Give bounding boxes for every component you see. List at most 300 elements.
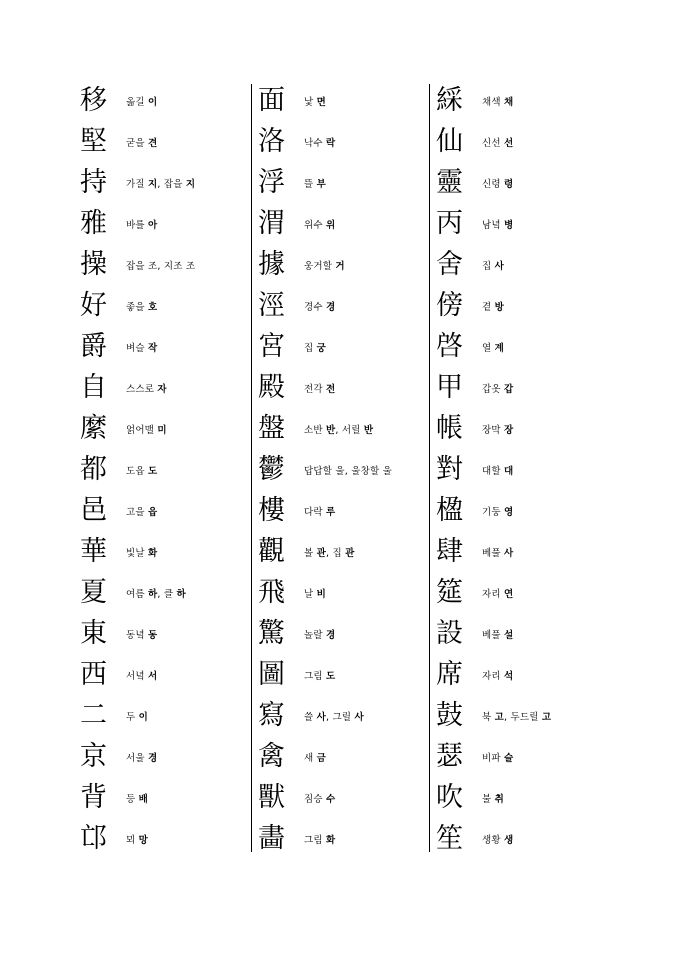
meaning-text: 놀랄 [304, 629, 323, 641]
sound-text: 호 [148, 301, 158, 313]
sound-text: 위 [326, 219, 336, 231]
hanja-gloss: 여름 하, 클 하 [126, 588, 186, 600]
hanja-entry [436, 777, 596, 818]
meaning-text: 낯 [304, 96, 314, 108]
hanja-entry [80, 80, 250, 121]
sound-text: 배 [138, 793, 149, 805]
hanja-entry [258, 326, 428, 367]
hanja-gloss [126, 217, 157, 231]
hanja-character: 對 [436, 454, 463, 485]
hanja-gloss [482, 94, 513, 108]
hanja-gloss [304, 504, 335, 518]
meaning-text: 서릴 [341, 424, 361, 436]
hanja-gloss [482, 832, 513, 846]
hanja-gloss [126, 832, 148, 846]
hanja-character: 甲 [436, 372, 463, 403]
sound-text: 슬 [504, 752, 514, 764]
hanja-gloss [482, 504, 513, 518]
hanja-gloss: 쓸 사, 그릴 사 [304, 711, 364, 723]
hanja-gloss [126, 545, 157, 559]
hanja-entry [258, 613, 428, 654]
sound-text: 견 [148, 137, 158, 149]
sound-text: 읍 [148, 506, 158, 518]
meaning-text: 옮길 [126, 96, 145, 108]
sound-text: 궁 [316, 342, 327, 354]
sound-text: 사 [494, 260, 505, 272]
column-2 [258, 80, 428, 859]
meaning-text: 집 [332, 547, 342, 559]
hanja-gloss [126, 709, 148, 723]
hanja-gloss [126, 340, 157, 354]
hanja-character: 好 [80, 290, 107, 321]
hanja-entry [80, 490, 250, 531]
hanja-gloss [482, 586, 513, 600]
meaning-text: 울창할 [351, 465, 380, 477]
meaning-text: 갑옷 [482, 383, 501, 395]
meaning-text: 도읍 [126, 465, 145, 477]
hanja-gloss [126, 135, 157, 149]
sound-text: 령 [504, 178, 514, 190]
sound-text: 지 [185, 178, 196, 190]
hanja-character: 西 [80, 659, 107, 690]
meaning-text: 경수 [304, 301, 323, 313]
meaning-text: 클 [163, 588, 174, 600]
hanja-gloss [304, 791, 335, 805]
sound-text: 화 [326, 834, 336, 846]
meaning-text: 좋을 [126, 301, 145, 313]
hanja-entry [436, 736, 596, 777]
hanja-character: 設 [436, 618, 463, 649]
sound-text: 사 [354, 711, 364, 723]
sound-text: 면 [316, 96, 327, 108]
meaning-text: 다락 [304, 506, 323, 518]
meaning-text: 굳을 [126, 137, 145, 149]
hanja-character: 移 [80, 85, 107, 116]
meaning-text: 벼슬 [126, 342, 145, 354]
hanja-gloss [482, 627, 513, 641]
hanja-entry [436, 285, 596, 326]
sound-text: 방 [494, 301, 505, 313]
hanja-entry [436, 695, 596, 736]
hanja-character: 綵 [436, 85, 463, 116]
meaning-text: 남녘 [482, 219, 501, 231]
hanja-gloss [126, 791, 148, 805]
hanja-gloss [126, 627, 157, 641]
hanja-entry [258, 777, 428, 818]
hanja-character: 鼓 [436, 700, 463, 731]
hanja-character: 筵 [436, 577, 463, 608]
hanja-entry [80, 654, 250, 695]
sound-text: 사 [316, 711, 327, 723]
hanja-entry [436, 818, 596, 859]
sound-text: 부 [316, 178, 327, 190]
sound-text: 금 [316, 752, 327, 764]
hanja-gloss [126, 299, 157, 313]
hanja-entry [436, 408, 596, 449]
hanja-character: 東 [80, 618, 107, 649]
hanja-character: 渭 [258, 208, 285, 239]
meaning-text: 소반 [304, 424, 323, 436]
hanja-character: 邑 [80, 495, 107, 526]
sound-text: 선 [504, 137, 514, 149]
hanja-character: 爵 [80, 331, 107, 362]
sound-text: 작 [148, 342, 158, 354]
hanja-character: 獸 [258, 782, 285, 813]
hanja-gloss [482, 668, 513, 682]
meaning-text: 비파 [482, 752, 501, 764]
meaning-text: 두드릴 [510, 711, 539, 723]
hanja-character: 舍 [436, 249, 463, 280]
sound-text: 생 [504, 834, 514, 846]
meaning-text: 낙수 [304, 137, 323, 149]
hanja-entry [80, 162, 250, 203]
meaning-text: 서녘 [126, 670, 145, 682]
sound-text: 울 [335, 465, 345, 477]
hanja-character: 傍 [436, 290, 463, 321]
meaning-text: 북 [482, 711, 492, 723]
meaning-text: 자리 [482, 588, 501, 600]
meaning-text: 등 [126, 793, 136, 805]
hanja-character: 仙 [436, 126, 463, 157]
column-divider [429, 84, 430, 852]
sound-text: 전 [326, 383, 336, 395]
meaning-text: 새 [304, 752, 314, 764]
sound-text: 영 [504, 506, 514, 518]
sound-text: 지 [148, 178, 158, 190]
hanja-entry [436, 244, 596, 285]
sound-text: 고 [494, 711, 505, 723]
hanja-entry [258, 203, 428, 244]
hanja-gloss [482, 750, 513, 764]
meaning-text: 기둥 [482, 506, 501, 518]
meaning-text: 스스로 [126, 383, 155, 395]
meaning-text: 채색 [482, 96, 501, 108]
sound-text: 루 [326, 506, 336, 518]
sound-text: 취 [494, 793, 505, 805]
column-divider [251, 84, 252, 852]
sound-text: 고 [541, 711, 552, 723]
hanja-entry [80, 531, 250, 572]
meaning-text: 그릴 [332, 711, 352, 723]
hanja-character: 宮 [258, 331, 285, 362]
hanja-entry [258, 736, 428, 777]
meaning-text: 빛날 [126, 547, 145, 559]
sound-text: 자 [157, 383, 167, 395]
hanja-character: 操 [80, 249, 107, 280]
meaning-text: 잡을 [126, 260, 145, 272]
hanja-character: 飛 [258, 577, 285, 608]
hanja-entry [258, 654, 428, 695]
sound-text: 비 [316, 588, 327, 600]
sound-text: 병 [504, 219, 514, 231]
meaning-text: 위수 [304, 219, 323, 231]
hanja-gloss: 잡을 조, 지조 조 [126, 260, 196, 272]
hanja-gloss [126, 381, 167, 395]
hanja-entry [258, 572, 428, 613]
hanja-entry [258, 449, 428, 490]
sound-text: 하 [176, 588, 186, 600]
hanja-entry [80, 244, 250, 285]
meaning-text: 뜰 [304, 178, 314, 190]
hanja-character: 席 [436, 659, 463, 690]
hanja-entry [80, 367, 250, 408]
sound-text: 사 [504, 547, 514, 559]
meaning-text: 베풀 [482, 547, 501, 559]
hanja-gloss [482, 135, 513, 149]
hanja-character: 二 [80, 700, 107, 731]
hanja-gloss [304, 94, 326, 108]
hanja-gloss [304, 176, 326, 190]
hanja-gloss [126, 750, 157, 764]
sound-text: 서 [148, 670, 158, 682]
meaning-text: 불 [482, 793, 492, 805]
hanja-gloss [304, 340, 326, 354]
hanja-entry [436, 367, 596, 408]
hanja-gloss [126, 422, 167, 436]
hanja-entry [436, 613, 596, 654]
meaning-text: 두 [126, 711, 136, 723]
meaning-text: 얽어맬 [126, 424, 155, 436]
column-3 [436, 80, 596, 859]
hanja-gloss: 가질 지, 잡을 지 [126, 178, 196, 190]
column-1 [80, 80, 250, 859]
meaning-text: 베풀 [482, 629, 501, 641]
sound-text: 조 [185, 260, 196, 272]
hanja-character: 楹 [436, 495, 463, 526]
hanja-gloss [304, 668, 335, 682]
hanja-gloss: 북 고, 두드릴 고 [482, 711, 552, 723]
hanja-character: 啓 [436, 331, 463, 362]
sound-text: 관 [345, 547, 355, 559]
hanja-character: 華 [80, 536, 107, 567]
meaning-text: 열 [482, 342, 492, 354]
hanja-entry [80, 408, 250, 449]
sound-text: 관 [316, 547, 327, 559]
hanja-entry [80, 203, 250, 244]
hanja-entry [436, 121, 596, 162]
hanja-gloss [304, 299, 335, 313]
hanja-entry [436, 654, 596, 695]
hanja-character: 丙 [436, 208, 463, 239]
hanja-entry [436, 572, 596, 613]
hanja-gloss [482, 176, 513, 190]
meaning-text: 집 [482, 260, 492, 272]
hanja-gloss [126, 463, 157, 477]
sound-text: 동 [148, 629, 158, 641]
hanja-character: 樓 [258, 495, 285, 526]
hanja-character: 據 [258, 249, 285, 280]
meaning-text: 곁 [482, 301, 492, 313]
meaning-text: 그림 [304, 834, 323, 846]
hanja-gloss [482, 340, 504, 354]
hanja-entry [80, 121, 250, 162]
sound-text: 거 [335, 260, 345, 272]
hanja-character: 肆 [436, 536, 463, 567]
hanja-entry [436, 162, 596, 203]
meaning-text: 그림 [304, 670, 323, 682]
meaning-text: 잡을 [163, 178, 183, 190]
meaning-text: 쓸 [304, 711, 314, 723]
hanja-entry [80, 695, 250, 736]
hanja-character: 都 [80, 454, 107, 485]
hanja-gloss [304, 258, 345, 272]
hanja-character: 面 [258, 85, 285, 116]
hanja-character: 帳 [436, 413, 463, 444]
meaning-text: 가질 [126, 178, 145, 190]
hanja-gloss [304, 586, 326, 600]
sound-text: 락 [326, 137, 336, 149]
hanja-character: 鬱 [258, 454, 285, 485]
sound-text: 이 [148, 96, 158, 108]
sound-text: 갑 [504, 383, 514, 395]
meaning-text: 신령 [482, 178, 501, 190]
hanja-gloss [126, 504, 157, 518]
hanja-entry [80, 613, 250, 654]
hanja-entry [436, 490, 596, 531]
meaning-text: 바를 [126, 219, 145, 231]
sound-text: 경 [326, 629, 336, 641]
sound-text: 울 [382, 465, 392, 477]
hanja-character: 圖 [258, 659, 285, 690]
sound-text: 수 [326, 793, 336, 805]
hanja-gloss [304, 135, 335, 149]
hanja-gloss [482, 258, 504, 272]
hanja-gloss [482, 463, 513, 477]
sound-text: 하 [148, 588, 158, 600]
meaning-text: 전각 [304, 383, 323, 395]
hanja-entry [436, 80, 596, 121]
hanja-character: 浮 [258, 167, 285, 198]
sound-text: 미 [157, 424, 167, 436]
hanja-entry [80, 777, 250, 818]
sound-text: 망 [138, 834, 149, 846]
sound-text: 대 [504, 465, 514, 477]
meaning-text: 자리 [482, 670, 501, 682]
hanja-character: 持 [80, 167, 107, 198]
hanja-gloss [304, 381, 335, 395]
hanja-entry [258, 121, 428, 162]
hanja-character: 邙 [80, 823, 107, 854]
hanja-character: 自 [80, 372, 107, 403]
hanja-character: 雅 [80, 208, 107, 239]
meaning-text: 답답할 [304, 465, 333, 477]
sound-text: 아 [148, 219, 158, 231]
sound-text: 이 [138, 711, 149, 723]
hanja-character: 縻 [80, 413, 107, 444]
hanja-gloss [482, 791, 504, 805]
sound-text: 경 [326, 301, 336, 313]
meaning-text: 동녘 [126, 629, 145, 641]
hanja-entry [436, 203, 596, 244]
sound-text: 장 [504, 424, 514, 436]
hanja-gloss [482, 299, 504, 313]
hanja-character: 涇 [258, 290, 285, 321]
hanja-character: 寫 [258, 700, 285, 731]
hanja-entry [436, 326, 596, 367]
sound-text: 도 [148, 465, 158, 477]
hanja-character: 京 [80, 741, 107, 772]
hanja-character: 靈 [436, 167, 463, 198]
hanja-entry [436, 531, 596, 572]
meaning-text: 날 [304, 588, 314, 600]
hanja-entry [80, 818, 250, 859]
hanja-character: 堅 [80, 126, 107, 157]
hanja-character: 笙 [436, 823, 463, 854]
hanja-gloss [126, 668, 157, 682]
hanja-character: 畵 [258, 823, 285, 854]
hanja-gloss [304, 750, 326, 764]
hanja-entry [258, 408, 428, 449]
hanja-gloss [304, 832, 335, 846]
meaning-text: 대할 [482, 465, 501, 477]
hanja-character: 洛 [258, 126, 285, 157]
hanja-gloss: 답답할 울, 울창할 울 [304, 465, 392, 477]
hanja-character: 背 [80, 782, 107, 813]
hanja-character: 瑟 [436, 741, 463, 772]
hanja-entry [258, 162, 428, 203]
hanja-entry [80, 326, 250, 367]
hanja-character: 殿 [258, 372, 285, 403]
hanja-character: 夏 [80, 577, 107, 608]
meaning-text: 여름 [126, 588, 145, 600]
meaning-text: 볼 [304, 547, 314, 559]
hanja-gloss [482, 422, 513, 436]
hanja-entry [258, 367, 428, 408]
hanja-gloss [126, 94, 157, 108]
meaning-text: 신선 [482, 137, 501, 149]
hanja-entry [258, 490, 428, 531]
meaning-text: 짐승 [304, 793, 323, 805]
hanja-entry [258, 531, 428, 572]
meaning-text: 장막 [482, 424, 501, 436]
hanja-entry [258, 285, 428, 326]
meaning-text: 생황 [482, 834, 501, 846]
hanja-character: 觀 [258, 536, 285, 567]
meaning-text: 뫼 [126, 834, 136, 846]
sound-text: 화 [148, 547, 158, 559]
hanja-character: 禽 [258, 741, 285, 772]
hanja-gloss [304, 627, 335, 641]
hanja-gloss: 소반 반, 서릴 반 [304, 424, 374, 436]
sound-text: 도 [326, 670, 336, 682]
meaning-text: 서울 [126, 752, 145, 764]
hanja-entry [80, 572, 250, 613]
meaning-text: 고을 [126, 506, 145, 518]
hanja-entry [80, 449, 250, 490]
hanja-gloss [304, 217, 335, 231]
hanja-character: 吹 [436, 782, 463, 813]
sound-text: 반 [326, 424, 336, 436]
meaning-text: 웅거할 [304, 260, 333, 272]
hanja-entry [258, 244, 428, 285]
hanja-gloss [482, 217, 513, 231]
meaning-text: 지조 [163, 260, 183, 272]
hanja-gloss [482, 381, 513, 395]
sound-text: 조 [148, 260, 158, 272]
sound-text: 석 [504, 670, 514, 682]
sound-text: 설 [504, 629, 514, 641]
hanja-gloss [482, 545, 513, 559]
hanja-entry [258, 80, 428, 121]
hanja-entry [80, 736, 250, 777]
sound-text: 경 [148, 752, 158, 764]
hanja-entry [436, 449, 596, 490]
hanja-entry [258, 818, 428, 859]
hanja-entry [80, 285, 250, 326]
hanja-gloss: 볼 관, 집 관 [304, 547, 355, 559]
sound-text: 채 [504, 96, 514, 108]
hanja-entry [258, 695, 428, 736]
